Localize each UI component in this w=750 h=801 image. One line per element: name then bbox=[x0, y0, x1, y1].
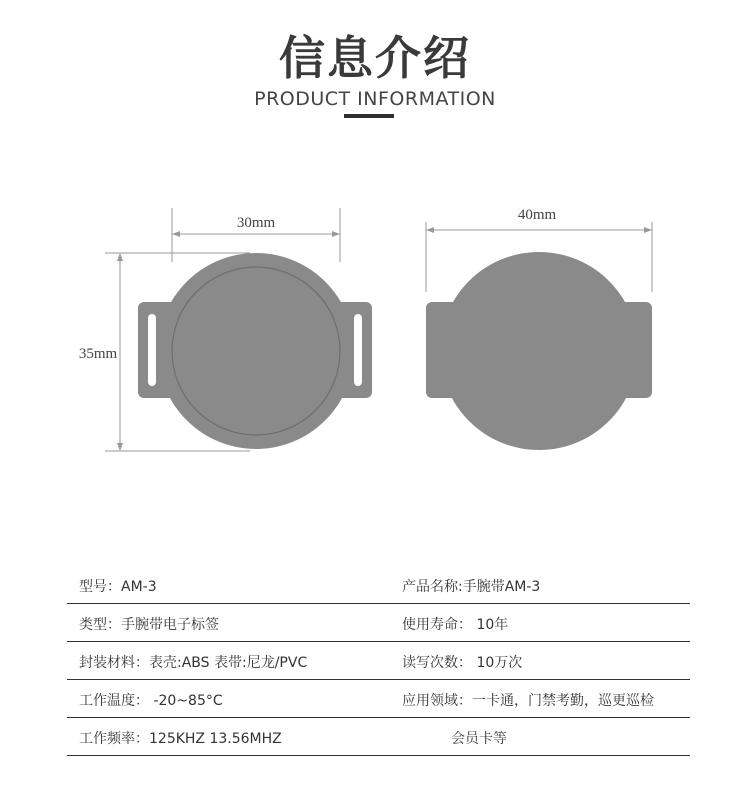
left-height-arrow-1 bbox=[117, 253, 123, 261]
right-strap-slot bbox=[354, 314, 362, 386]
spec-model: 型号：AM-3 bbox=[79, 579, 157, 595]
left-view bbox=[79, 208, 372, 451]
specs-table bbox=[67, 566, 690, 756]
spec-rw-cycles: 读写次数： 10万次 bbox=[402, 655, 523, 671]
spec-lifetime: 使用寿命： 10年 bbox=[402, 617, 509, 633]
left-strap-slot bbox=[148, 314, 156, 386]
table-row bbox=[67, 642, 690, 680]
table-row bbox=[67, 680, 690, 718]
spec-type: 类型：手腕带电子标签 bbox=[79, 617, 219, 633]
left-width-arrow-1 bbox=[172, 231, 180, 237]
table-row bbox=[67, 566, 690, 604]
right-width-arrow-2 bbox=[644, 227, 652, 233]
spec-material: 封装材料：表壳:ABS 表带:尼龙/PVC bbox=[79, 655, 308, 671]
spec-product-name: 产品名称:手腕带AM-3 bbox=[402, 579, 541, 595]
page-title: 信息介绍 bbox=[279, 31, 471, 85]
right-view bbox=[426, 207, 652, 450]
table-row bbox=[67, 718, 690, 756]
right-width-label: 40mm bbox=[517, 207, 557, 223]
left-tag-body bbox=[158, 253, 354, 449]
spec-temperature: 工作温度： -20~85°C bbox=[79, 693, 223, 709]
left-width-arrow-2 bbox=[332, 231, 340, 237]
spec-application: 应用领域：一卡通，门禁考勤，巡更巡检 bbox=[402, 693, 654, 709]
spec-application-cont: 会员卡等 bbox=[402, 731, 507, 747]
left-height-arrow-2 bbox=[117, 443, 123, 451]
table-row bbox=[67, 604, 690, 642]
left-height-label: 35mm bbox=[78, 346, 118, 362]
right-tag-body bbox=[440, 252, 638, 450]
page-subtitle: PRODUCT INFORMATION bbox=[254, 88, 496, 110]
right-width-arrow-1 bbox=[426, 227, 434, 233]
spec-frequency: 工作频率：125KHZ 13.56MHZ bbox=[79, 731, 282, 747]
left-width-label: 30mm bbox=[236, 215, 276, 231]
